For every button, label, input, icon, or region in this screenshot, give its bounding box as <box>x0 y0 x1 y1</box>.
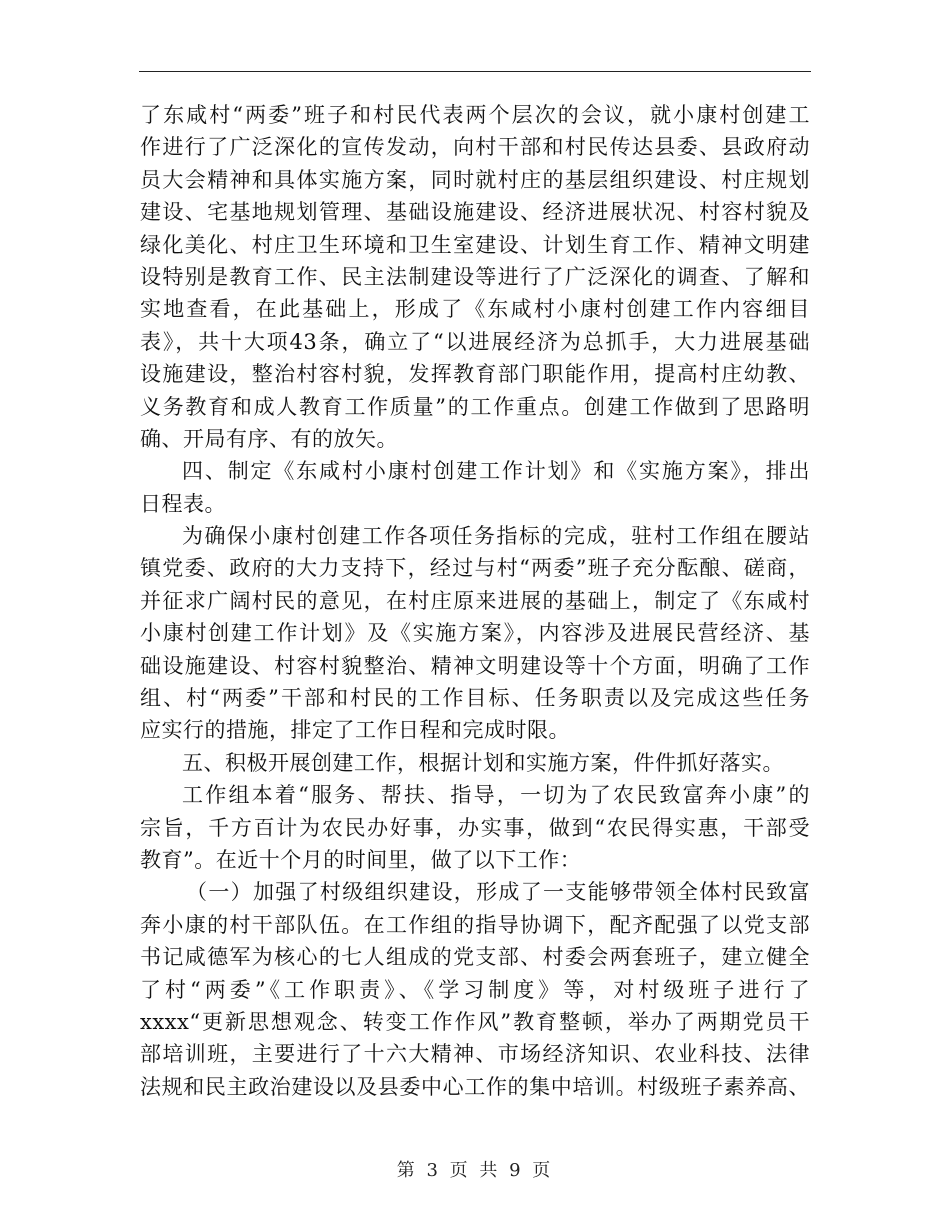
subsection-heading: （一）加强了村级组织建设，形成了一支能够带领全体村民致富 <box>186 880 810 905</box>
section-heading: 五、积极开展创建工作，根据计划和实施方案，件件抓好落实。 <box>182 750 784 775</box>
text-line: 了东咸村“两委”班子和村民代表两个层次的会议，就小康村创建工 <box>140 103 810 127</box>
header-rule <box>139 71 811 72</box>
text-line: 宗旨，千方百计为农民办好事，办实事，做到“农民得实惠，干部受 <box>140 815 810 840</box>
text-line: 工作组本着“服务、帮扶、指导，一切为了农民致富奔小康”的 <box>182 783 810 808</box>
text-line: 小康村创建工作计划》及《实施方案》，内容涉及进展民营经济、基 <box>140 621 810 646</box>
text-line: 应实行的措施，排定了工作日程和完成时限。 <box>140 718 570 743</box>
text-line: 组、村“两委”干部和村民的工作目标、任务职责以及完成这些任务 <box>140 686 810 711</box>
text-line: 表》，共十大项43条，确立了“以进展经济为总抓手，大力进展基础 <box>140 329 810 354</box>
text-line: 确、开局有序、有的放矢。 <box>140 426 398 451</box>
text-line: 设特别是教育工作、民主法制建设等进行了广泛深化的调查、了解和 <box>140 264 810 289</box>
text-line: 员大会精神和具体实施方案，同时就村庄的基层组织建设、村庄规划 <box>140 167 810 192</box>
document-body <box>140 99 810 1103</box>
text-line: 奔小康的村干部队伍。在工作组的指导协调下，配齐配强了以党支部 <box>140 912 810 937</box>
text-line: 并征求广阔村民的意见，在村庄原来进展的基础上，制定了《东咸村 <box>140 588 810 613</box>
text-line: 实地查看，在此基础上，形成了《东咸村小康村创建工作内容细目 <box>140 297 810 322</box>
section-heading: 四、制定《东咸村小康村创建工作计划》和《实施方案》，排出 <box>182 459 810 484</box>
text-line: 书记咸德军为核心的七人组成的党支部、村委会两套班子，建立健全 <box>140 945 810 970</box>
text-line: 日程表。 <box>140 491 226 516</box>
page-number: 第 3 页 共 9 页 <box>396 1160 554 1181</box>
text-line: 作进行了广泛深化的宣传发动，向村干部和村民传达县委、县政府动 <box>140 135 810 160</box>
text-line: 教育”。在近十个月的时间里，做了以下工作： <box>140 847 582 872</box>
text-line: 义务教育和成人教育工作质量”的工作重点。创建工作做到了思路明 <box>140 394 810 419</box>
text-line: 设施建设，整治村容村貌，发挥教育部门职能作用，提高村庄幼教、 <box>140 362 810 387</box>
text-line: 建设、宅基地规划管理、基础设施建设、经济进展状况、村容村貌及 <box>140 200 810 225</box>
text-line: 为确保小康村创建工作各项任务指标的完成，驻村工作组在腰站 <box>182 524 810 549</box>
text-line: 了村“两委”《工作职责》、《学习制度》等，对村级班子进行了 <box>140 977 810 1002</box>
text-line: 础设施建设、村容村貌整治、精神文明建设等十个方面，明确了工作 <box>140 653 810 678</box>
text-line: 部培训班，主要进行了十六大精神、市场经济知识、农业科技、法律 <box>140 1042 810 1067</box>
text-line: xxxx“更新思想观念、转变工作作风”教育整顿，举办了两期党员干 <box>140 1009 810 1034</box>
text-line: 法规和民主政治建设以及县委中心工作的集中培训。村级班子素养高、 <box>140 1074 810 1099</box>
text-line: 镇党委、政府的大力支持下，经过与村“两委”班子充分酝酿、磋商， <box>140 556 810 581</box>
text-line: 绿化美化、村庄卫生环境和卫生室建设、计划生育工作、精神文明建 <box>140 232 810 257</box>
